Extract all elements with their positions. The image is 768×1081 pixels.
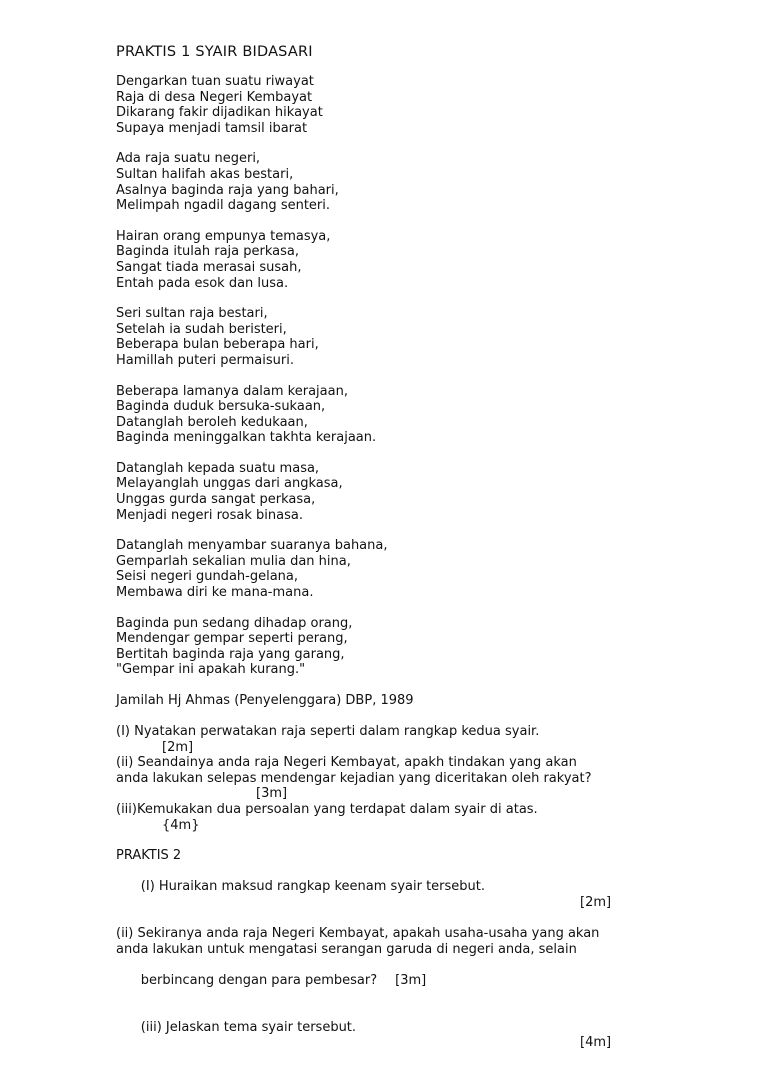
- stanza-line: Datanglah menyambar suaranya bahana,: [116, 538, 388, 554]
- stanza-line: Sultan halifah akas bestari,: [116, 166, 294, 182]
- stanza-line: Baginda itulah raja perkasa,: [116, 244, 299, 260]
- question-2-line-1: (ii) Seandainya anda raja Negeri Kembayat, apakh tindakan yang akan: [116, 755, 577, 771]
- question-2-line-3: berbincang dengan para pembesar?: [140, 972, 378, 988]
- question-2-line-2: anda lakukan selepas mendengar kejadian yang diceritakan oleh rakyat?: [116, 770, 592, 786]
- question-1: (I) Huraikan maksud rangkap keenam syair tersebut.: [140, 879, 486, 895]
- stanza-line: Beberapa lamanya dalam kerajaan,: [116, 383, 348, 399]
- stanza-line: Melimpah ngadil dagang senteri.: [116, 198, 331, 214]
- document-title: PRAKTIS 1 SYAIR BIDASARI: [116, 44, 313, 60]
- stanza-line: Seri sultan raja bestari,: [116, 306, 268, 322]
- stanza-line: Melayanglah unggas dari angkasa,: [116, 476, 343, 492]
- question-1-mark: [2m]: [162, 739, 194, 755]
- question-2-mark: [3m]: [395, 972, 427, 988]
- stanza-line: Entah pada esok dan lusa.: [116, 275, 289, 291]
- stanza-line: Asalnya baginda raja yang bahari,: [116, 182, 339, 198]
- question-3: (iii) Jelaskan tema syair tersebut.: [140, 1019, 357, 1035]
- document-page: [116, 43, 676, 1081]
- praktis-2-questions: [116, 848, 676, 1066]
- stanza-line: Unggas gurda sangat perkasa,: [116, 492, 316, 508]
- stanza-8: [116, 616, 676, 678]
- stanza-7: [116, 538, 676, 600]
- stanza-line: Seisi negeri gundah-gelana,: [116, 569, 298, 585]
- stanza-5: [116, 384, 676, 446]
- stanza-4: [116, 306, 676, 368]
- stanza-line: Baginda pun sedang dihadap orang,: [116, 615, 353, 631]
- stanza-3: [116, 229, 676, 291]
- question-2-mark: [3m]: [256, 786, 288, 802]
- question-3-mark: {4m}: [162, 817, 200, 833]
- stanza-2: [116, 151, 676, 213]
- stanza-line: Baginda meninggalkan takhta kerajaan.: [116, 430, 377, 446]
- stanza-line: Menjadi negeri rosak binasa.: [116, 507, 303, 523]
- question-1-mark: [2m]: [580, 894, 612, 910]
- praktis-2-heading: PRAKTIS 2: [116, 848, 182, 864]
- question-2-line-1: (ii) Sekiranya anda raja Negeri Kembayat, apakah usaha-usaha yang akan: [116, 926, 600, 942]
- stanza-line: Gemparlah sekalian mulia dan hina,: [116, 553, 351, 569]
- stanza-line: Datanglah kepada suatu masa,: [116, 460, 320, 476]
- stanza-line: "Gempar ini apakah kurang.": [116, 662, 306, 678]
- question-3-mark: [4m]: [580, 1035, 612, 1051]
- stanza-line: Sangat tiada merasai susah,: [116, 259, 302, 275]
- stanza-6: [116, 461, 676, 523]
- stanza-line: Supaya menjadi tamsil ibarat: [116, 120, 308, 136]
- stanza-line: Raja di desa Negeri Kembayat: [116, 89, 313, 105]
- stanza-line: Dengarkan tuan suatu riwayat: [116, 74, 314, 89]
- source-citation: Jamilah Hj Ahmas (Penyelenggara) DBP, 1989: [116, 693, 414, 708]
- stanza-line: Baginda duduk bersuka-sukaan,: [116, 399, 326, 415]
- praktis-1-questions: [116, 724, 676, 833]
- stanza-line: Beberapa bulan beberapa hari,: [116, 337, 319, 353]
- stanza-line: Dikarang fakir dijadikan hikayat: [116, 105, 323, 121]
- question-3-row: [116, 1004, 676, 1066]
- stanza-1: [116, 74, 676, 136]
- question-2-line-2: anda lakukan untuk mengatasi serangan garuda di negeri anda, selain: [116, 941, 577, 957]
- stanza-line: Mendengar gempar seperti perang,: [116, 631, 348, 647]
- stanza-line: Ada raja suatu negeri,: [116, 151, 261, 167]
- stanza-line: Setelah ia sudah beristeri,: [116, 321, 287, 337]
- stanza-line: Membawa diri ke mana-mana.: [116, 585, 314, 601]
- question-1-row: [116, 864, 676, 926]
- stanza-line: Hamillah puteri permaisuri.: [116, 352, 294, 368]
- stanza-line: Datanglah beroleh kedukaan,: [116, 414, 308, 430]
- question-1: (I) Nyatakan perwatakan raja seperti dalam rangkap kedua syair.: [116, 724, 540, 739]
- stanza-line: Hairan orang empunya temasya,: [116, 228, 331, 244]
- question-3: (iii)Kemukakan dua persoalan yang terdapat dalam syair di atas.: [116, 801, 538, 817]
- question-2-line-3-row: [116, 957, 676, 1004]
- stanza-line: Bertitah baginda raja yang garang,: [116, 646, 345, 662]
